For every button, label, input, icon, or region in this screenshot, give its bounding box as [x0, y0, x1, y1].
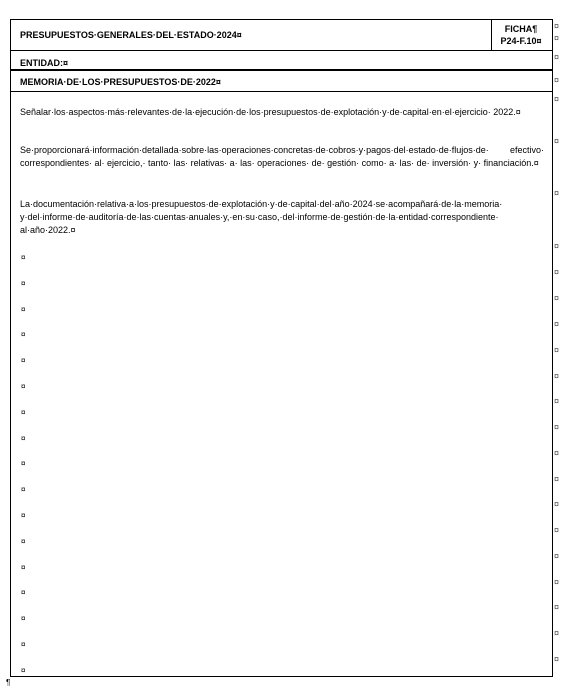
blank-line-marker: ¤: [21, 562, 26, 572]
row-end-marker: ¤: [554, 396, 560, 406]
blank-line-marker: ¤: [21, 433, 26, 443]
row-end-marker: ¤: [554, 319, 560, 329]
row-end-marker: ¤: [554, 628, 560, 638]
row-end-marker: ¤: [554, 267, 560, 277]
blank-line-marker: ¤: [21, 382, 26, 391]
row-end-marker: ¤: [554, 293, 560, 303]
ficha-code: [492, 23, 550, 47]
blank-line-marker: ¤: [21, 511, 26, 520]
row-end-marker: ¤: [554, 33, 560, 43]
blank-line-marker: ¤: [21, 665, 26, 675]
blank-line-marker: ¤: [21, 536, 26, 546]
blank-line-marker: ¤: [21, 330, 26, 340]
row-end-marker: ¤: [554, 499, 560, 509]
instruction-paragraph-1: Señalar·los·aspectos·más·relevantes·de·la·ejecución·de·los·presupuestos·de·explotación·y·de·capital·en·el·ejercicio· 2022.¤: [20, 107, 521, 117]
row-end-marker: ¤: [554, 654, 560, 664]
row-end-marker: ¤: [554, 448, 560, 458]
row-end-marker: ¤: [554, 525, 560, 535]
entidad-row: [11, 50, 552, 71]
instruction-paragraph-3: La·documentación·relativa·a·los·presupuestos·de·explotación·y·de·capital·del·año·2024·se·acompañará·de·la·memoria· y·del·informe·de·auditoría·de·las·cuentas·anuales·y,·en·su·caso,·del·informe·de·gestión·de·la·entidad·correspondiente· al·año·2022.¤: [20, 199, 503, 235]
instruction-paragraph-2: Se·proporcionará·información·detallada·sobre·las·operaciones·concretas·de·cobros·y·pagos·del·estado·de·flujos·de· efectivo· correspondientes· al· ejercicio,· tanto· las· relativas· a· las· operaciones· de· gestión· como· a· las· de· inversión· y· financiación.¤: [20, 145, 544, 168]
form-title: PRESUPUESTOS·GENERALES·DEL·ESTADO·2024¤: [20, 30, 242, 40]
blank-line-marker: ¤: [21, 640, 26, 649]
row-end-marker: ¤: [554, 474, 560, 484]
budget-form-sheet: [10, 19, 553, 677]
blank-line-marker: ¤: [21, 253, 26, 262]
section-heading-row: [11, 71, 552, 92]
row-end-marker: ¤: [554, 52, 560, 62]
blank-line-marker: ¤: [21, 614, 26, 624]
blank-line-marker: ¤: [21, 304, 26, 314]
blank-line-marker: ¤: [21, 407, 26, 417]
row-end-marker: ¤: [554, 422, 560, 432]
ficha-label: FICHA¶: [504, 24, 538, 34]
blank-line-marker: ¤: [21, 459, 26, 469]
row-end-marker: ¤: [554, 602, 560, 612]
row-end-marker: ¤: [554, 21, 560, 31]
row-end-marker: ¤: [554, 345, 560, 355]
row-end-marker: ¤: [554, 188, 560, 198]
blank-line-marker: ¤: [21, 485, 26, 495]
row-end-marker: ¤: [554, 94, 560, 104]
blank-line-marker: ¤: [21, 356, 26, 366]
row-end-marker: ¤: [554, 136, 560, 146]
row-end-marker: ¤: [554, 577, 560, 587]
blank-line-marker: ¤: [21, 588, 26, 598]
row-end-marker: ¤: [554, 371, 560, 381]
blank-line-marker: ¤: [21, 278, 26, 288]
paragraph-mark: ¶: [6, 678, 11, 687]
row-end-marker: ¤: [554, 241, 560, 251]
form-header: [11, 20, 552, 51]
entidad-label: ENTIDAD:¤: [20, 58, 69, 68]
section-title: MEMORIA·DE·LOS·PRESUPUESTOS·DE·2022¤: [20, 77, 221, 87]
row-end-marker: ¤: [554, 551, 560, 561]
ficha-number: P24-F.10¤: [500, 36, 542, 46]
row-end-marker: ¤: [554, 75, 560, 85]
